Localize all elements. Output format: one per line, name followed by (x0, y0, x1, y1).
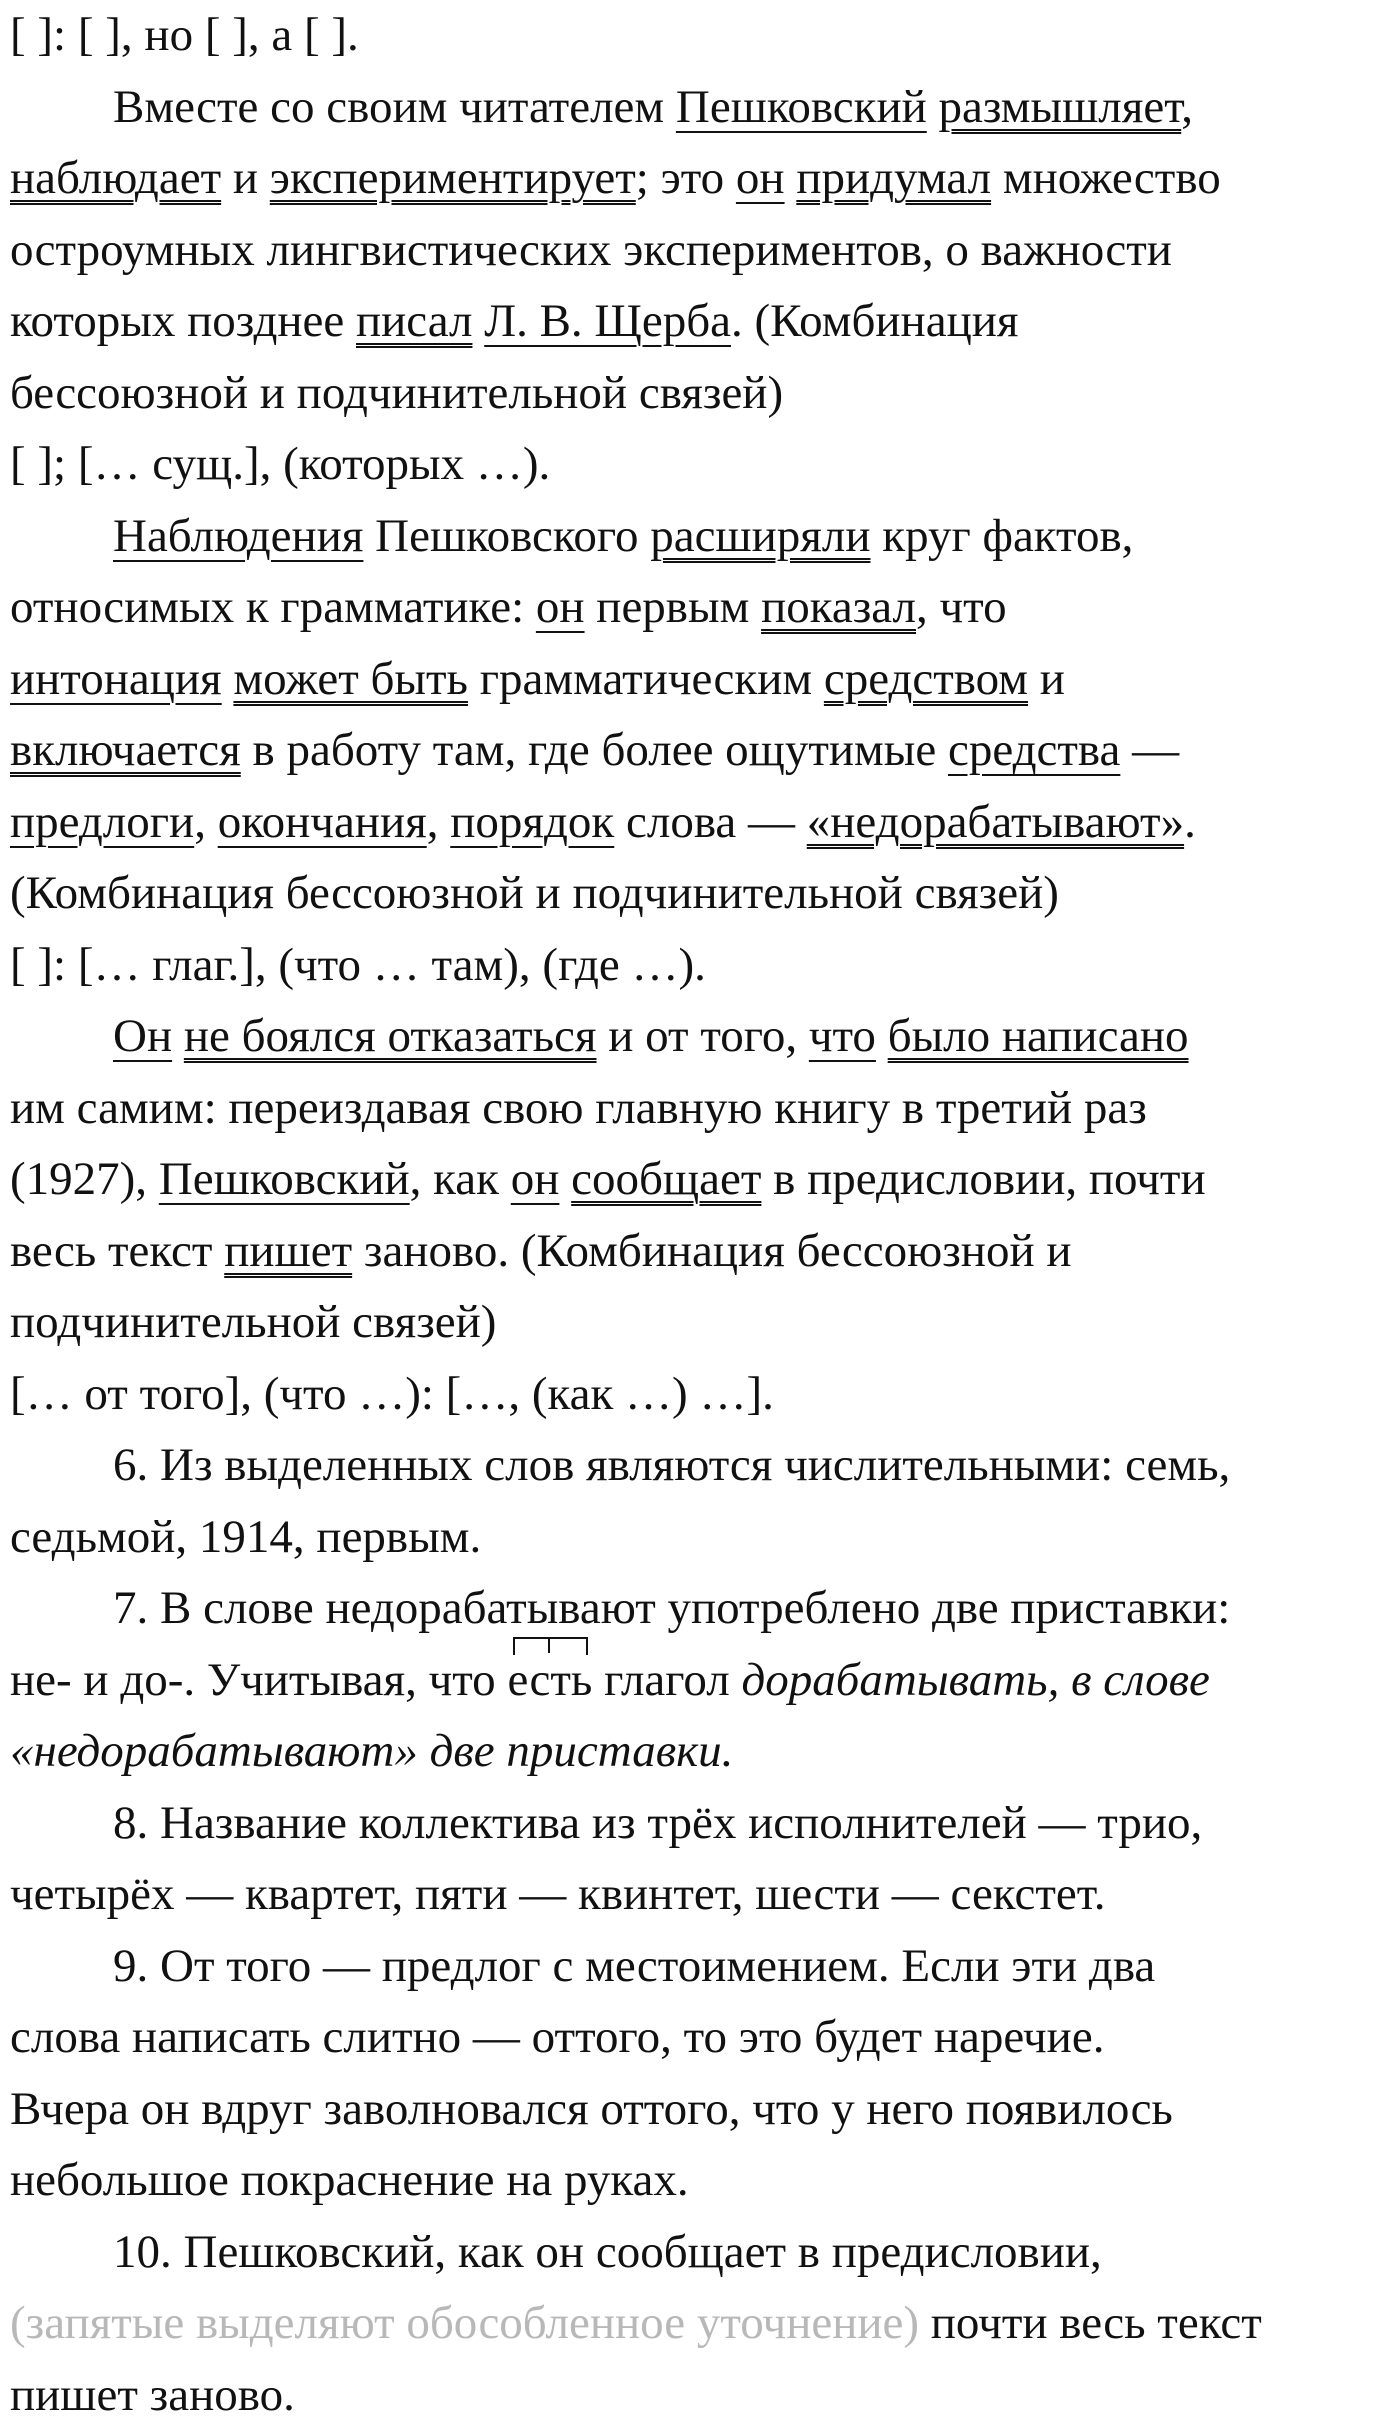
text-line: (Комбинация бессоюзной и подчинительной связей) (10, 858, 1390, 930)
text-line: интонация может быть грамматическим средством и (10, 644, 1390, 716)
predicate-underline: может быть (233, 653, 468, 705)
text-line: остроумных лингвистических экспериментов, о важности (10, 215, 1390, 287)
root-mark: есть (507, 1645, 592, 1717)
predicate-underline: сообщает (571, 1153, 761, 1205)
text-line: им самим: переиздавая свою главную книгу в третий раз (10, 1073, 1390, 1145)
subject-underline: Л. В. Щерба (484, 295, 731, 347)
predicate-underline: писал (356, 295, 472, 347)
subject-underline: он (511, 1153, 560, 1205)
answer-line: пишет заново. (10, 2360, 1390, 2431)
text-line: которых позднее писал Л. В. Щерба. (Комбинация (10, 286, 1390, 358)
predicate-underline: включается (10, 724, 241, 776)
predicate-underline: размышляет (939, 81, 1182, 133)
text-line: наблюдает и экспериментирует; это он придумал множество (10, 143, 1390, 215)
predicate-underline: «недорабатывают» (807, 796, 1184, 848)
answer-line: 10. Пешковский, как он сообщает в предисловии, (10, 2217, 1390, 2289)
predicate-underline: расширяли (650, 510, 870, 562)
predicate-underline: наблюдает (10, 152, 221, 204)
scheme-line: [ ]: [… глаг.], (что … там), (где …). (10, 930, 1390, 1002)
text-line: предлоги, окончания, порядок слова — «недорабатывают». (10, 787, 1390, 859)
subject-underline: Он (113, 1010, 172, 1062)
answer-line: 9. От того — предлог с местоимением. Если эти два (10, 1931, 1390, 2003)
subject-underline: порядок (450, 796, 614, 848)
subject-underline: он (736, 152, 785, 204)
subject-underline: он (536, 581, 585, 633)
predicate-underline: пишет (224, 1225, 352, 1277)
answer-line: (запятые выделяют обособленное уточнение) почти весь текст (10, 2288, 1390, 2360)
prefix-mark: приставки. (506, 1725, 733, 1777)
text-line: (1927), Пешковский, как он сообщает в предисловии, почти (10, 1144, 1390, 1216)
predicate-underline: было написано (888, 1010, 1189, 1062)
answer-line: Вчера он вдруг заволновался оттого, что у него появилось (10, 2074, 1390, 2146)
subject-underline: предлоги (10, 796, 194, 848)
predicate-underline: средством (824, 653, 1028, 705)
answer-line: «недорабатывают» две приставки. (10, 1716, 1390, 1788)
answer-line: не- и до-. Учитывая, что есть глагол дорабатывать, в слове (10, 1645, 1390, 1717)
answer-line: 7. В слове недорабатывают употреблено две приставки: (10, 1573, 1390, 1645)
text-line: Вместе со своим читателем Пешковский размышляет, (10, 72, 1390, 144)
subject-underline: интонация (10, 653, 222, 705)
answer-line: четырёх — квартет, пяти — квинтет, шести — секстет. (10, 1859, 1390, 1931)
subject-underline: Пешковский (676, 81, 927, 133)
predicate-underline: экспериментирует (270, 152, 636, 204)
text-line: Он не боялся отказаться и от того, что было написано (10, 1001, 1390, 1073)
text-line: бессоюзной и подчинительной связей) (10, 358, 1390, 430)
answer-line: слова написать слитно — оттого, то это будет наречие. (10, 2002, 1390, 2074)
subject-underline: что (809, 1010, 876, 1062)
subject-underline: средства (948, 724, 1120, 776)
subject-underline: Наблюдения (113, 510, 363, 562)
text-line: Наблюдения Пешковского расширяли круг фактов, (10, 501, 1390, 573)
answer-line: небольшое покраснение на руках. (10, 2145, 1390, 2217)
scheme-line: [… от того], (что …): […, (как …) …]. (10, 1359, 1390, 1431)
subject-underline: Пешковский (159, 1153, 410, 1205)
predicate-underline: не боялся отказаться (184, 1010, 597, 1062)
answer-line: 8. Название коллектива из трёх исполнителей — трио, (10, 1788, 1390, 1860)
scheme-line: [ ]: [ ], но [ ], а [ ]. (10, 0, 1390, 72)
grey-note: (запятые выделяют обособленное уточнение) (10, 2297, 919, 2349)
text-line: относимых к грамматике: он первым показал, что (10, 572, 1390, 644)
text-line: подчинительной связей) (10, 1287, 1390, 1359)
scheme-line: [ ]; [… сущ.], (которых …). (10, 429, 1390, 501)
text-line: весь текст пишет заново. (Комбинация бессоюзной и (10, 1216, 1390, 1288)
text-line: включается в работу там, где более ощутимые средства — (10, 715, 1390, 787)
predicate-underline: придумал (796, 152, 991, 204)
answer-line: 6. Из выделенных слов являются числительными: семь, (10, 1430, 1390, 1502)
subject-underline: окончания (218, 796, 427, 848)
answer-line: седьмой, 1914, первым. (10, 1502, 1390, 1574)
predicate-underline: показал (761, 581, 916, 633)
